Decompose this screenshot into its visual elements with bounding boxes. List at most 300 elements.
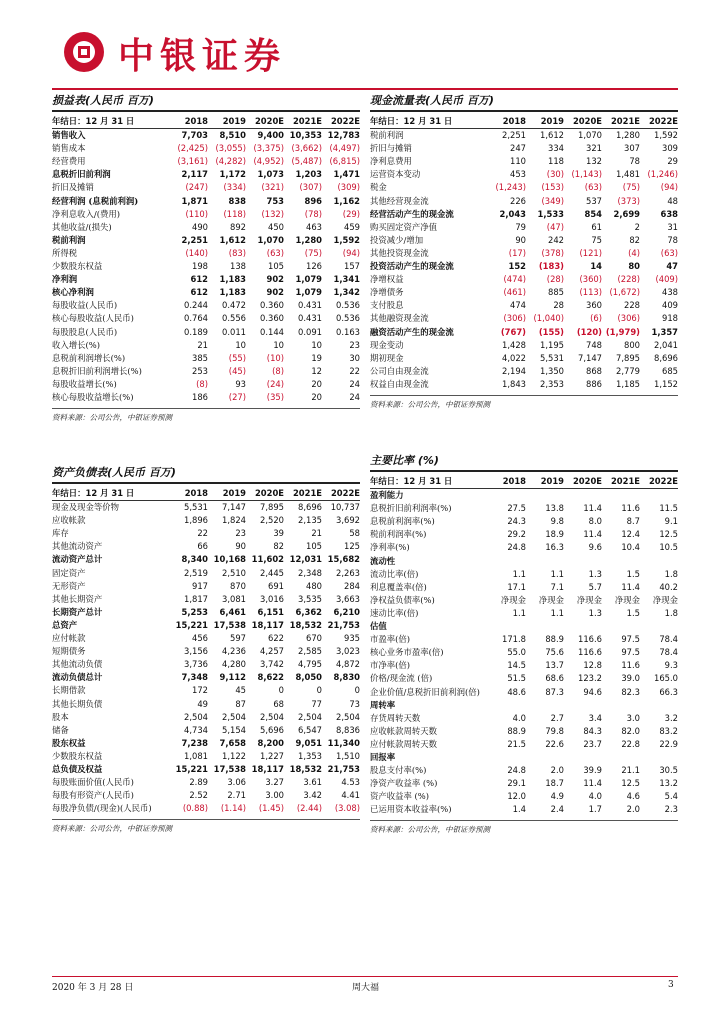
- cell-value: 14.5: [507, 660, 526, 671]
- cell-value: 126: [306, 261, 322, 272]
- row-label: 每股收益(人民币): [52, 300, 118, 311]
- cell-value: 2.4: [550, 804, 564, 815]
- row-label: 折旧及摊销: [52, 182, 94, 193]
- cell-value: (113): [579, 287, 602, 298]
- table-row: [370, 378, 678, 391]
- cell-value: 9.1: [664, 516, 678, 527]
- table-row: [52, 606, 360, 619]
- cash-flow-header-row: [370, 115, 678, 129]
- cell-value: 2,504: [184, 711, 208, 722]
- row-label: 周转率: [370, 699, 396, 710]
- row-label: 所得税: [52, 247, 78, 258]
- cell-value: 39: [273, 528, 284, 539]
- cell-value: 917: [192, 580, 208, 591]
- page-number: 3: [668, 980, 674, 990]
- cell-value: 82.3: [621, 686, 640, 697]
- cell-value: 15,221: [175, 619, 208, 630]
- cell-value: [488, 751, 526, 764]
- cell-value: 23.7: [583, 738, 602, 749]
- row-label: 息税折旧前利润率(%): [370, 503, 452, 514]
- cell-value: (153): [541, 182, 564, 193]
- cell-value: 24.8: [507, 765, 526, 776]
- table-row: [370, 260, 678, 273]
- cell-value: (47): [546, 221, 564, 232]
- row-label: 投资减少/增加: [370, 234, 424, 245]
- cell-value: 1,817: [184, 593, 208, 604]
- cell-value: 1,342: [333, 287, 360, 298]
- cell-value: 3,535: [298, 593, 322, 604]
- key-ratios-header-row: [370, 475, 678, 489]
- cell-value: (0.88): [182, 803, 208, 814]
- cell-value: 116.6: [578, 634, 602, 645]
- cell-value: 14: [590, 261, 602, 272]
- cell-value: (4,282): [215, 156, 246, 167]
- cell-value: 1,081: [184, 750, 208, 761]
- cell-value: 7,703: [181, 130, 208, 141]
- cell-value: 19: [311, 352, 322, 363]
- table-row: [370, 234, 678, 247]
- income-statement-header-row: [52, 115, 360, 129]
- cell-value: 284: [344, 580, 360, 591]
- row-label: 盈利能力: [370, 490, 404, 501]
- cell-value: 18,117: [251, 763, 284, 774]
- cell-value: 9,400: [257, 130, 284, 141]
- cell-value: 1,195: [540, 339, 564, 350]
- table-row: [52, 711, 360, 724]
- cell-value: 68.6: [545, 673, 564, 684]
- cell-value: 1,280: [616, 130, 640, 141]
- row-label: 公司自由现金流: [370, 365, 429, 376]
- cell-value: 597: [230, 633, 246, 644]
- cell-value: 77: [311, 698, 322, 709]
- row-label: 企业价值/息税折旧前利润(倍): [370, 686, 480, 697]
- cell-value: [526, 489, 564, 503]
- cell-value: 800: [624, 339, 640, 350]
- cell-value: 净现金: [538, 594, 564, 605]
- cell-value: (55): [228, 352, 246, 363]
- row-label: 其他收益/(损失): [52, 221, 112, 232]
- cell-value: 0.244: [184, 300, 208, 311]
- cell-value: 1,183: [219, 287, 246, 298]
- cell-value: [640, 489, 678, 503]
- cell-value: (2,425): [177, 143, 208, 154]
- cell-value: 4.53: [341, 777, 360, 788]
- cell-value: 24.3: [507, 516, 526, 527]
- table-row: [52, 273, 360, 286]
- cell-value: 3.00: [265, 790, 284, 801]
- cell-value: 1,612: [219, 234, 246, 245]
- table-row: [370, 541, 678, 554]
- cell-value: 123.2: [578, 673, 602, 684]
- row-label: 经营活动产生的现金流: [370, 208, 454, 219]
- cell-value: 1,510: [336, 750, 360, 761]
- cell-value: (1,672): [609, 287, 640, 298]
- table-row: [52, 645, 360, 658]
- cell-value: 172: [192, 685, 208, 696]
- balance-sheet-source-note: 资料来源：公司公告，中银证券预测: [52, 819, 360, 834]
- cell-value: (306): [617, 313, 640, 324]
- cell-value: (373): [617, 195, 640, 206]
- row-label: 其他融资现金流: [370, 313, 429, 324]
- cell-value: 748: [586, 339, 602, 350]
- cell-value: 13.8: [545, 503, 564, 514]
- cell-value: 78.4: [659, 647, 678, 658]
- cell-value: 1,079: [295, 274, 322, 285]
- cell-value: 18,532: [289, 619, 322, 630]
- row-label: 融资活动产生的现金流: [370, 326, 454, 337]
- cell-value: 8,836: [336, 724, 360, 735]
- row-label: 息税前利润率(%): [370, 516, 435, 527]
- cell-value: 10.4: [621, 542, 640, 553]
- table-row: [370, 155, 678, 168]
- cell-value: 87.3: [545, 686, 564, 697]
- cell-value: (228): [617, 274, 640, 285]
- row-label: 核心业务市盈率(倍): [370, 647, 444, 658]
- cell-value: 12.8: [583, 660, 602, 671]
- cell-value: 902: [266, 287, 284, 298]
- cell-value: 12: [311, 365, 322, 376]
- row-label: 核心每股收益(人民币): [52, 313, 134, 324]
- table-row: [52, 221, 360, 234]
- cell-value: (1,246): [647, 169, 678, 180]
- column-header-year: 2019: [540, 476, 564, 486]
- cell-value: 88.9: [545, 634, 564, 645]
- cell-value: 7,895: [260, 502, 284, 513]
- cell-value: 12.5: [659, 529, 678, 540]
- cell-value: 0.764: [184, 313, 208, 324]
- cell-value: [526, 699, 564, 712]
- cell-value: 2,504: [222, 711, 246, 722]
- cell-value: 1,152: [654, 378, 678, 389]
- cell-value: 0.360: [260, 313, 284, 324]
- row-label: 销售成本: [52, 143, 86, 154]
- brand-name: 中银证券: [118, 35, 287, 77]
- cell-value: 8,696: [654, 352, 678, 363]
- cell-value: 456: [192, 633, 208, 644]
- cell-value: 1,122: [222, 750, 246, 761]
- cell-value: (2.44): [296, 803, 322, 814]
- cell-value: (63): [266, 247, 284, 258]
- cell-value: 1.7: [588, 804, 602, 815]
- cell-value: 0.536: [336, 300, 360, 311]
- cell-value: 157: [344, 261, 360, 272]
- cell-value: 5,154: [222, 724, 246, 735]
- cell-value: 1.1: [512, 607, 526, 618]
- cell-value: (35): [266, 391, 284, 402]
- cell-value: 1.1: [550, 568, 564, 579]
- row-label: 已运用资本收益率(%): [370, 804, 452, 815]
- cell-value: 6,210: [333, 606, 360, 617]
- row-label: 现金及现金等价物: [52, 502, 119, 513]
- cell-value: 18.9: [545, 529, 564, 540]
- row-label: 市盈率(倍): [370, 634, 411, 645]
- column-header-year: 2019: [222, 116, 246, 126]
- cell-value: 21: [197, 339, 208, 350]
- cell-value: 2,135: [298, 515, 322, 526]
- table-row: [370, 712, 678, 725]
- table-row: [52, 501, 360, 515]
- cell-value: 4,734: [184, 724, 208, 735]
- table-row: [52, 776, 360, 789]
- cell-value: (3,375): [253, 143, 284, 154]
- table-row: [52, 684, 360, 697]
- column-header-year: 2022E: [648, 116, 678, 126]
- cell-value: 870: [230, 580, 246, 591]
- cell-value: 2,520: [260, 515, 284, 526]
- table-row: [52, 540, 360, 553]
- cell-value: 935: [344, 633, 360, 644]
- row-label: 应收帐款周转天数: [370, 725, 437, 736]
- cell-value: (110): [185, 208, 208, 219]
- cell-value: 47: [666, 261, 678, 272]
- cell-value: [602, 751, 640, 764]
- cell-value: 1.8: [664, 568, 678, 579]
- cell-value: 321: [586, 143, 602, 154]
- cell-value: 10,353: [289, 130, 322, 141]
- cell-value: (45): [228, 365, 246, 376]
- cell-value: 886: [586, 378, 602, 389]
- column-header-year: 2020E: [572, 116, 602, 126]
- header-divider: [52, 88, 678, 90]
- cell-value: 48: [667, 195, 678, 206]
- cell-value: 5.7: [588, 581, 602, 592]
- cell-value: (1,040): [533, 313, 564, 324]
- cell-value: (4,952): [253, 156, 284, 167]
- table-row: [370, 129, 678, 143]
- cell-value: 24: [349, 391, 360, 402]
- table-row: [52, 580, 360, 593]
- table-row: [370, 195, 678, 208]
- cell-value: 838: [228, 195, 246, 206]
- row-label: 息税折旧前利润: [52, 169, 111, 180]
- cell-value: 93: [235, 378, 246, 389]
- cell-value: (78): [304, 208, 322, 219]
- cash-flow-title-rule: [370, 110, 678, 112]
- cell-value: 7,147: [222, 502, 246, 513]
- cell-value: 82.0: [621, 725, 640, 736]
- table-row: [52, 632, 360, 645]
- cell-value: 3,156: [184, 646, 208, 657]
- column-header-year: 2020E: [254, 116, 284, 126]
- income-statement-panel: [52, 92, 360, 423]
- cell-value: 2,043: [499, 208, 526, 219]
- row-label: 支付股息: [370, 300, 404, 311]
- cell-value: 537: [586, 195, 602, 206]
- table-row: [370, 489, 678, 503]
- cell-value: 854: [584, 208, 602, 219]
- cell-value: 1.5: [626, 607, 640, 618]
- table-row: [370, 312, 678, 325]
- cell-value: 110: [510, 156, 526, 167]
- row-label: 市净率(倍): [370, 660, 411, 671]
- table-row: [370, 339, 678, 352]
- cell-value: 净现金: [576, 594, 602, 605]
- table-row: [52, 378, 360, 391]
- cell-value: 4.9: [550, 791, 564, 802]
- column-header-label: 年结日：12 月 31 日: [370, 116, 453, 126]
- table-row: [52, 142, 360, 155]
- cell-value: 2.89: [189, 777, 208, 788]
- cell-value: 1,843: [502, 378, 526, 389]
- cell-value: 459: [344, 221, 360, 232]
- cell-value: 309: [662, 143, 678, 154]
- cell-value: 7,238: [181, 737, 208, 748]
- cell-value: 1,073: [257, 169, 284, 180]
- cell-value: 307: [624, 143, 640, 154]
- cell-value: (3.08): [334, 803, 360, 814]
- cell-value: (3,161): [177, 156, 208, 167]
- cell-value: 90: [515, 234, 526, 245]
- cell-value: 73: [349, 698, 360, 709]
- income-statement-title: 损益表(人民币 百万): [52, 94, 154, 107]
- cell-value: (28): [546, 274, 564, 285]
- cell-value: 66: [197, 541, 208, 552]
- table-row: [370, 168, 678, 181]
- row-label: 经营利润 (息税前利润): [52, 195, 139, 206]
- cell-value: (5,487): [291, 156, 322, 167]
- cell-value: 83.2: [659, 725, 678, 736]
- cell-value: 1,079: [295, 287, 322, 298]
- row-label: 回报率: [370, 751, 396, 762]
- cell-value: 0.189: [184, 326, 208, 337]
- key-ratios-panel: [370, 452, 678, 835]
- row-label: 其他经营现金流: [370, 195, 429, 206]
- row-label: 投资活动产生的现金流: [370, 261, 454, 272]
- cell-value: [526, 751, 564, 764]
- cell-value: 55.0: [507, 647, 526, 658]
- row-label: 长期资产总计: [52, 606, 103, 617]
- cell-value: 净现金: [500, 594, 526, 605]
- row-label: 净权益负债率(%): [370, 594, 435, 605]
- cell-value: 638: [660, 208, 678, 219]
- cell-value: [564, 555, 602, 568]
- cell-value: 90: [235, 541, 246, 552]
- column-header-year: 2019: [222, 488, 246, 498]
- cell-value: 9,051: [295, 737, 322, 748]
- row-label: 速动比率(倍): [370, 607, 419, 618]
- table-row: [370, 790, 678, 803]
- cell-value: 9.3: [664, 660, 678, 671]
- cell-value: 171.8: [502, 634, 526, 645]
- cell-value: 15,682: [327, 554, 360, 565]
- cell-value: 1.5: [626, 568, 640, 579]
- cell-value: 39.9: [583, 765, 602, 776]
- cell-value: 226: [510, 195, 526, 206]
- cell-value: 4.41: [341, 790, 360, 801]
- column-header-year: 2018: [184, 116, 208, 126]
- cell-value: 4,872: [336, 659, 360, 670]
- income-statement-table: [52, 115, 360, 404]
- cell-value: 45: [235, 685, 246, 696]
- cell-value: [526, 620, 564, 633]
- cell-value: 0: [278, 685, 284, 696]
- cell-value: 75.6: [545, 647, 564, 658]
- cell-value: 10: [235, 339, 246, 350]
- table-row: [370, 555, 678, 568]
- table-row: [52, 737, 360, 750]
- row-label: 税前利润: [370, 130, 404, 141]
- cell-value: 253: [192, 365, 208, 376]
- row-label: 估值: [370, 621, 387, 632]
- cell-value: 78.4: [659, 634, 678, 645]
- row-label: 净利息费用: [370, 156, 412, 167]
- row-label: 流动负债总计: [52, 672, 103, 683]
- row-label: 息税折旧前利润增长(%): [52, 365, 142, 376]
- row-label: 少数股东权益: [52, 261, 103, 272]
- cell-value: [526, 555, 564, 568]
- table-row: [370, 299, 678, 312]
- row-label: 应付帐款: [52, 633, 86, 644]
- row-label: 权益自由现金流: [370, 378, 429, 389]
- cell-value: 净现金: [652, 594, 678, 605]
- cell-value: [564, 620, 602, 633]
- row-label: 库存: [52, 528, 69, 539]
- footer-date: 2020 年 3 月 28 日: [52, 983, 134, 993]
- cell-value: (474): [503, 274, 526, 285]
- cell-value: 2.71: [227, 790, 246, 801]
- row-label: 每股净负债/(现金)(人民币): [52, 803, 152, 814]
- table-row: [370, 738, 678, 751]
- table-row: [52, 567, 360, 580]
- column-header-year: 2018: [502, 476, 526, 486]
- cell-value: 11.4: [621, 581, 640, 592]
- cell-value: 16.3: [545, 542, 564, 553]
- row-label: 购买固定资产净值: [370, 221, 437, 232]
- cell-value: 12.4: [621, 529, 640, 540]
- row-label: 经营费用: [52, 156, 86, 167]
- cell-value: 20: [311, 378, 322, 389]
- row-label: 资产收益率 (%): [370, 791, 430, 802]
- table-row: [370, 594, 678, 607]
- cell-value: 8,830: [333, 672, 360, 683]
- income-statement-source-note: 资料来源：公司公告，中银证券预测: [52, 408, 360, 423]
- cell-value: 23: [349, 339, 360, 350]
- column-header-label: 年结日：12 月 31 日: [370, 476, 453, 486]
- cell-value: 13.2: [659, 778, 678, 789]
- cell-value: 6,151: [257, 606, 284, 617]
- cell-value: (307): [299, 182, 322, 193]
- cell-value: 10,737: [330, 502, 360, 513]
- cell-value: 1.3: [588, 568, 602, 579]
- cell-value: 247: [510, 143, 526, 154]
- cell-value: 22.6: [545, 738, 564, 749]
- column-header-year: 2022E: [648, 476, 678, 486]
- row-label: 股本: [52, 711, 69, 722]
- column-header-year: 2022E: [330, 488, 360, 498]
- table-row: [52, 724, 360, 737]
- row-label: 期初现金: [370, 352, 404, 363]
- cell-value: (121): [579, 247, 602, 258]
- cell-value: 12.0: [507, 791, 526, 802]
- cell-value: (63): [660, 247, 678, 258]
- cell-value: 2,041: [654, 339, 678, 350]
- row-label: 总资产: [52, 619, 78, 630]
- cell-value: 4,280: [222, 659, 246, 670]
- table-row: [370, 672, 678, 685]
- column-header-year: 2021E: [292, 488, 322, 498]
- cell-value: 450: [268, 221, 284, 232]
- cell-value: 51.5: [507, 673, 526, 684]
- table-row: [52, 698, 360, 711]
- cell-value: 1,183: [219, 274, 246, 285]
- cell-value: 2,779: [616, 365, 640, 376]
- cell-value: 7,895: [616, 352, 640, 363]
- cell-value: 242: [548, 234, 564, 245]
- cell-value: 1,592: [333, 234, 360, 245]
- cell-value: (767): [500, 326, 526, 337]
- cell-value: [602, 699, 640, 712]
- cell-value: 9,112: [219, 672, 246, 683]
